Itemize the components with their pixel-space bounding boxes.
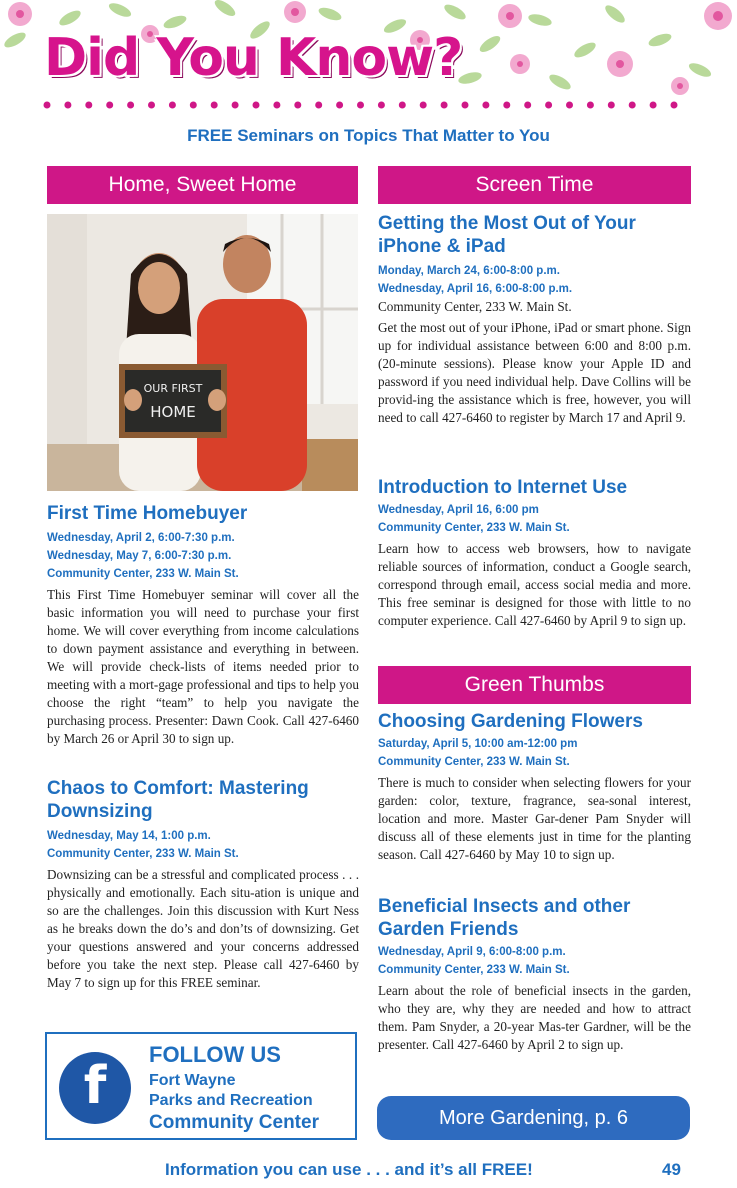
follow-line: Parks and Recreation — [149, 1092, 313, 1109]
article-title: Getting the Most Out of Your iPhone & iPad — [378, 213, 636, 257]
article-location: Community Center, 233 W. Main St. — [378, 522, 570, 534]
follow-us-title: FOLLOW US — [149, 1042, 281, 1067]
article-title: Introduction to Internet Use — [378, 477, 628, 498]
article-date: Monday, March 24, 6:00-8:00 p.m. — [378, 265, 560, 277]
facebook-icon[interactable]: f — [59, 1052, 131, 1124]
article-date: Wednesday, April 9, 6:00-8:00 p.m. — [378, 946, 566, 958]
dotted-divider — [42, 100, 682, 110]
article-location: Community Center, 233 W. Main St. — [47, 568, 239, 580]
chalkboard-line-1: OUR FIRST — [143, 382, 203, 395]
divider-dot — [232, 102, 239, 109]
divider-dot — [566, 102, 573, 109]
article-date: Wednesday, May 14, 1:00 p.m. — [47, 830, 211, 842]
divider-dot — [64, 102, 71, 109]
divider-dot — [211, 102, 218, 109]
page-title: Did You Know? — [44, 28, 463, 88]
divider-dot — [315, 102, 322, 109]
article-date: Wednesday, April 2, 6:00-7:30 p.m. — [47, 532, 235, 544]
article-body: There is much to consider when selecting flowers for your garden: color, texture, fragrance, sea-sonal interest, location and more. Master Gar-dener Pam Snyder will discuss all of these elements just in time for the planting season. Call 427-6460 by May 10 to sign up. — [378, 775, 691, 862]
article-title: Chaos to Comfort: Mastering Downsizing — [47, 778, 309, 822]
couple-first-home-photo — [47, 214, 358, 491]
divider-dot — [85, 102, 92, 109]
divider-dot — [587, 102, 594, 109]
divider-dot — [524, 102, 531, 109]
divider-dot — [482, 102, 489, 109]
follow-line: Community Center — [149, 1112, 319, 1133]
divider-dot — [441, 102, 448, 109]
divider-dot — [650, 102, 657, 109]
divider-dot — [420, 102, 427, 109]
chalkboard-line-2: HOME — [150, 403, 196, 421]
article-beneficial-insects — [378, 895, 691, 1054]
article-first-time-homebuyer — [47, 502, 359, 748]
divider-dot — [671, 102, 678, 109]
article-title: First Time Homebuyer — [47, 503, 248, 524]
more-gardening-button[interactable]: More Gardening, p. 6 — [377, 1096, 690, 1140]
article-title: Choosing Gardening Flowers — [378, 711, 643, 732]
banner-green-thumbs: Green Thumbs — [378, 666, 691, 704]
divider-dot — [503, 102, 510, 109]
divider-dot — [462, 102, 469, 109]
divider-dot — [545, 102, 552, 109]
divider-dot — [357, 102, 364, 109]
divider-dot — [378, 102, 385, 109]
article-date: Wednesday, April 16, 6:00 pm — [378, 504, 539, 516]
article-body: This First Time Homebuyer seminar will cover all the basic information you will need to purchase your first home. We will cover everything from income calculations to down payment assistance and everything in between. We will provide check-lists of items needed prior to meeting with a mort-gage professional and tips to help you choose the right “team” to help you navigate the purchasing process. Presenter: Dawn Cook. Call 427-6460 by March 26 or April 30 to sign up. — [47, 587, 359, 746]
page-footer — [0, 1160, 737, 1184]
divider-dot — [148, 102, 155, 109]
article-body: Learn how to access web browsers, how to navigate reliable sources of information, conduct a Google search, correspond through email, access social media and more. This free seminar is designed for those with little to no computer experience. Call 427-6460 by April 9 to sign up. — [378, 541, 691, 628]
article-date: Wednesday, May 7, 6:00-7:30 p.m. — [47, 550, 232, 562]
article-iphone-ipad — [378, 212, 691, 427]
article-location: Community Center, 233 W. Main St. — [378, 299, 572, 314]
page-subtitle: FREE Seminars on Topics That Matter to You — [187, 126, 550, 145]
divider-dot — [106, 102, 113, 109]
divider-dot — [190, 102, 197, 109]
article-location: Community Center, 233 W. Main St. — [378, 756, 570, 768]
article-body: Downsizing can be a stressful and complicated process . . . physically and emotionally. Each situ-ation is unique and so are the challenges. Join this discussion with Kurt Ness as he breaks down the do’s and don’ts of downsizing. Get your questions answered and your concerns addressed before you take the next step. Please call 427-6460 by May 7 to sign up for this FREE seminar. — [47, 867, 359, 990]
follow-us-box[interactable] — [45, 1032, 357, 1140]
divider-dot — [44, 102, 51, 109]
article-body: Learn about the role of beneficial insects in the garden, who they are, why they are needed and how to attract them. Pam Snyder, a 20-year Mas-ter Gardner, will be the presenter. Call 427-6460 by April 2 to sign up. — [378, 983, 691, 1052]
page-number: 49 — [662, 1160, 681, 1179]
follow-line: Fort Wayne — [149, 1072, 236, 1089]
divider-dot — [273, 102, 280, 109]
footer-tagline: Information you can use . . . and it’s all FREE! — [165, 1160, 533, 1179]
divider-dot — [336, 102, 343, 109]
divider-dot — [399, 102, 406, 109]
divider-dot — [127, 102, 134, 109]
divider-dot — [608, 102, 615, 109]
divider-dot — [253, 102, 260, 109]
article-body: Get the most out of your iPhone, iPad or smart phone. Sign up for individual assistance between 6:00 and 8:00 p.m. (20-minute sessions). Please know your Apple ID and password if you need individual help. Dave Collins will be provid-ing the assistance which is free, however, you will need to call 427-6460 to register by March 17 and April 9. — [378, 320, 691, 425]
article-gardening-flowers — [378, 710, 691, 864]
divider-dot — [629, 102, 636, 109]
banner-screen-time: Screen Time — [378, 166, 691, 204]
divider-dot — [169, 102, 176, 109]
article-date: Wednesday, April 16, 6:00-8:00 p.m. — [378, 283, 573, 295]
divider-dot — [294, 102, 301, 109]
article-location: Community Center, 233 W. Main St. — [378, 964, 570, 976]
article-internet-use — [378, 476, 691, 630]
article-chaos-to-comfort — [47, 777, 359, 992]
article-date: Saturday, April 5, 10:00 am-12:00 pm — [378, 738, 578, 750]
banner-home-sweet-home: Home, Sweet Home — [47, 166, 358, 204]
article-location: Community Center, 233 W. Main St. — [47, 848, 239, 860]
article-title: Beneficial Insects and other Garden Friends — [378, 896, 631, 940]
